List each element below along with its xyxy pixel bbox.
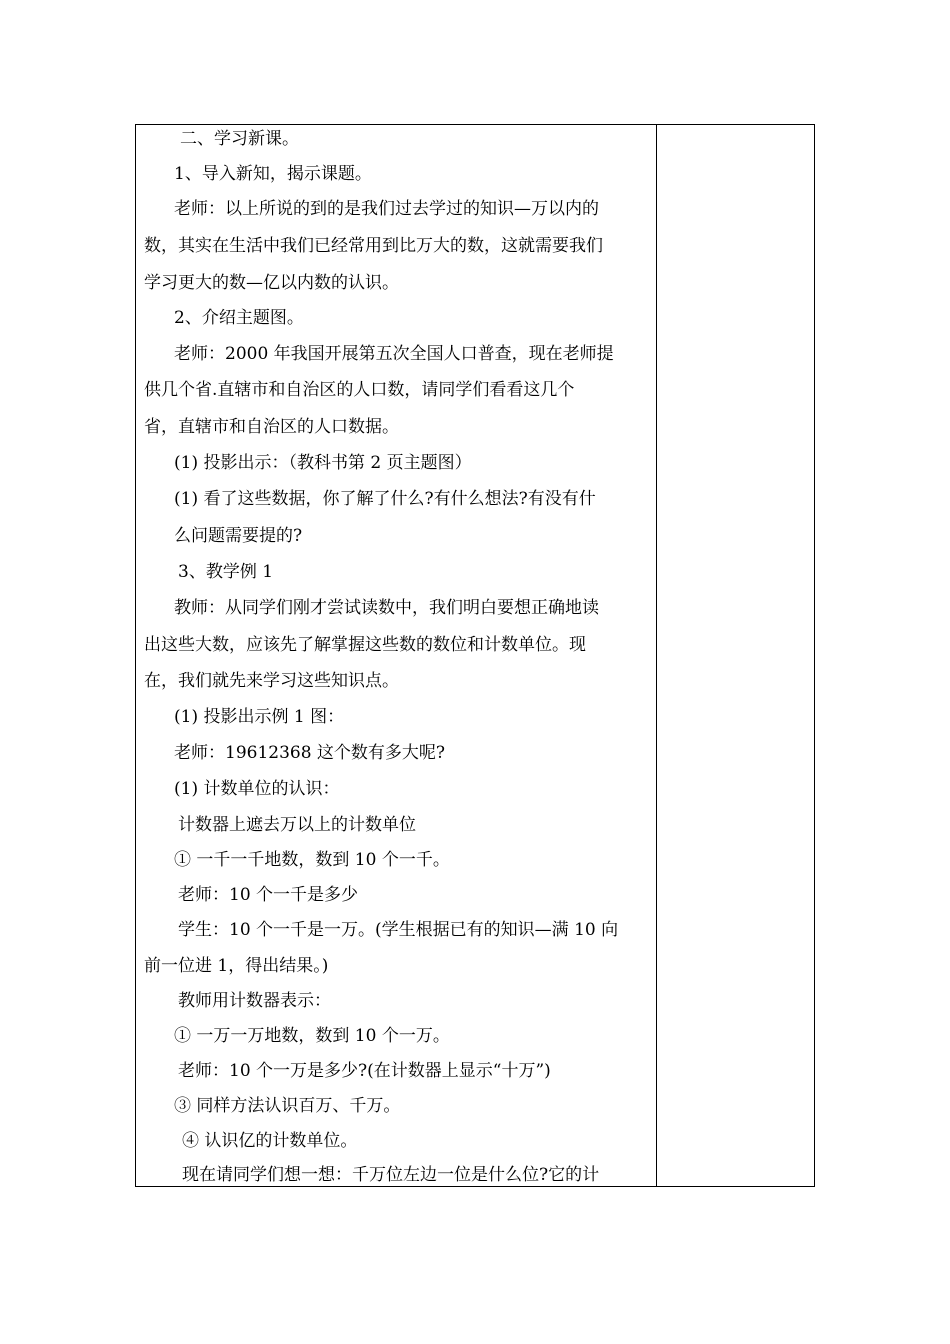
text-line: ① 一千一千地数，数到 10 个一千。 [174,850,450,870]
text-line: 现在请同学们想一想：千万位左边一位是什么位?它的计 [182,1165,600,1185]
text-line: 出这些大数，应该先了解掌握这些数的数位和计数单位。现 [144,635,586,655]
text-line: 二、学习新课。 [180,129,299,149]
text-line: 教师用计数器表示： [178,991,331,1011]
text-line: (1) 投影出示：（教科书第 2 页主题图） [174,453,472,473]
text-line: 老师：以上所说的到的是我们过去学过的知识—万以内的 [174,199,599,219]
lesson-table [135,124,815,1187]
text-line: 省，直辖市和自治区的人口数据。 [144,417,399,437]
text-line: 老师：2000 年我国开展第五次全国人口普查，现在老师提 [174,344,614,364]
text-line: 供几个省.直辖市和自治区的人口数，请同学们看看这几个 [144,380,575,400]
text-line: 学习更大的数—亿以内数的认识。 [144,273,399,293]
text-line: (1) 看了这些数据，你了解了什么?有什么想法?有没有什 [174,489,596,509]
text-line: 老师：10 个一千是多少 [178,885,359,905]
text-line: 3、教学例 1 [178,562,274,582]
text-line: (1) 计数单位的认识： [174,779,340,799]
text-line: ① 一万一万地数，数到 10 个一万。 [174,1026,450,1046]
text-line: 在，我们就先来学习这些知识点。 [144,671,399,691]
column-divider [656,125,657,1186]
text-line: 数，其实在生活中我们已经常用到比万大的数，这就需要我们 [144,236,603,256]
text-line: 1、导入新知，揭示课题。 [174,164,372,184]
text-line: ④ 认识亿的计数单位。 [182,1131,358,1151]
text-line: 教师：从同学们刚才尝试读数中，我们明白要想正确地读 [174,598,599,618]
text-line: 老师：19612368 这个数有多大呢? [174,743,446,763]
text-line: 计数器上遮去万以上的计数单位 [178,815,416,835]
text-line: 老师：10 个一万是多少?(在计数器上显示“十万”) [178,1061,551,1081]
text-line: 2、介绍主题图。 [174,308,304,328]
text-line: 学生：10 个一千是一万。(学生根据已有的知识—满 10 向 [178,920,619,940]
text-line: 么问题需要提的? [174,526,303,546]
text-line: (1) 投影出示例 1 图： [174,707,345,727]
text-line: 前一位进 1，得出结果。) [144,956,329,976]
text-line: ③ 同样方法认识百万、千万。 [174,1096,401,1116]
